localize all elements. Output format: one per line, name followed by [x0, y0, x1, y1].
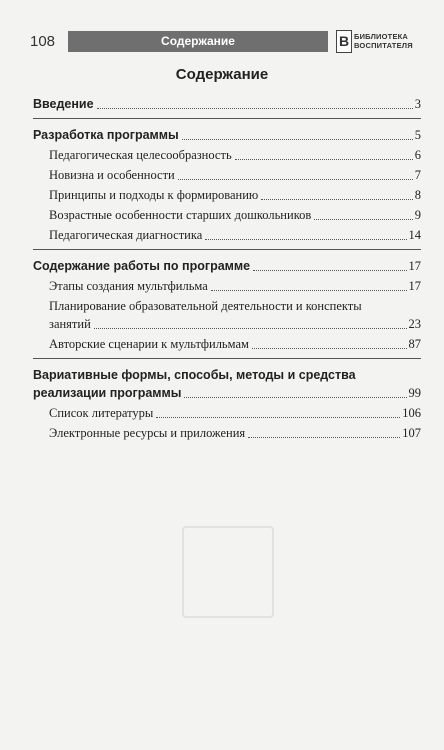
toc-subentry — [33, 425, 421, 441]
toc-entry-forms — [33, 385, 421, 401]
toc-entry-page: 107 — [402, 426, 421, 440]
toc-entry-page: 6 — [414, 148, 421, 162]
page-header — [30, 30, 414, 53]
dot-leader — [248, 437, 400, 438]
toc-subentry — [33, 187, 421, 203]
series-name-line2: ВОСПИТАТЕЛЯ — [354, 41, 413, 50]
dot-leader — [253, 270, 406, 271]
toc-entry-page: 23 — [408, 317, 421, 331]
series-logo-icon: В — [336, 30, 352, 53]
toc-subentry — [33, 207, 421, 223]
toc-subentry-line1: Планирование образовательной деятельности и конспекты — [49, 299, 362, 313]
toc-entry-text: Этапы создания мультфильма — [49, 279, 208, 293]
section-divider — [33, 358, 421, 359]
toc-entry-intro — [33, 96, 421, 112]
series-name-line1: БИБЛИОТЕКА — [354, 32, 409, 41]
page-number: 108 — [30, 33, 56, 50]
toc-entry-page: 14 — [408, 228, 421, 242]
toc-entry-page: 106 — [402, 406, 421, 420]
toc-entry-text: Педагогическая целесообразность — [49, 148, 232, 162]
series-name — [354, 32, 416, 50]
dot-leader — [156, 417, 400, 418]
section-divider — [33, 118, 421, 119]
toc-entry-page: 9 — [414, 208, 421, 222]
toc-entry-page: 8 — [414, 188, 421, 202]
toc-entry-page: 5 — [414, 128, 421, 142]
dot-leader — [211, 290, 407, 291]
running-header: Содержание — [68, 31, 328, 52]
toc-entry-text: Возрастные особенности старших дошкольников — [49, 208, 312, 222]
toc-subentry — [33, 147, 421, 163]
dot-leader — [314, 219, 412, 220]
toc-entry-page: 7 — [414, 168, 421, 182]
dot-leader — [205, 239, 406, 240]
toc-entry-text: Содержание работы по программе — [33, 259, 251, 273]
table-of-contents — [33, 96, 421, 445]
section-divider — [33, 249, 421, 250]
toc-entry-page: 17 — [408, 279, 421, 293]
toc-entry-page: 87 — [408, 337, 421, 351]
page-title: Содержание — [175, 66, 269, 83]
dot-leader — [184, 397, 406, 398]
toc-subentry — [33, 167, 421, 183]
toc-entry-page: 3 — [414, 97, 421, 111]
toc-entry-text: Новизна и особенности — [49, 168, 175, 182]
toc-entry-content — [33, 258, 421, 274]
toc-subentry — [33, 405, 421, 421]
toc-entry-text: Список литературы — [49, 406, 154, 420]
toc-subentry — [33, 316, 421, 332]
dot-leader — [182, 139, 413, 140]
toc-entry-text: реализации программы — [33, 386, 182, 400]
toc-subentry — [33, 336, 421, 352]
dot-leader — [97, 108, 413, 109]
toc-entry-page: 17 — [408, 259, 421, 273]
toc-entry-text: Принципы и подходы к формированию — [49, 188, 259, 202]
dot-leader — [252, 348, 407, 349]
dot-leader — [261, 199, 412, 200]
toc-subentry — [33, 278, 421, 294]
dot-leader — [94, 328, 407, 329]
toc-entry-text: Педагогическая диагностика — [49, 228, 203, 242]
toc-entry-development — [33, 127, 421, 143]
toc-entry-text: Авторские сценарии к мультфильмам — [49, 337, 249, 351]
toc-entry-text: Введение — [33, 97, 94, 111]
dot-leader — [235, 159, 413, 160]
dot-leader — [178, 179, 413, 180]
toc-entry-text: Электронные ресурсы и приложения — [49, 426, 246, 440]
toc-subentry — [33, 227, 421, 243]
toc-entry-forms-line1: Вариативные формы, способы, методы и средства — [33, 368, 356, 382]
toc-entry-text: Разработка программы — [33, 128, 179, 142]
toc-entry-text: занятий — [49, 317, 91, 331]
faint-stamp-mark — [182, 526, 274, 618]
toc-entry-page: 99 — [408, 386, 421, 400]
